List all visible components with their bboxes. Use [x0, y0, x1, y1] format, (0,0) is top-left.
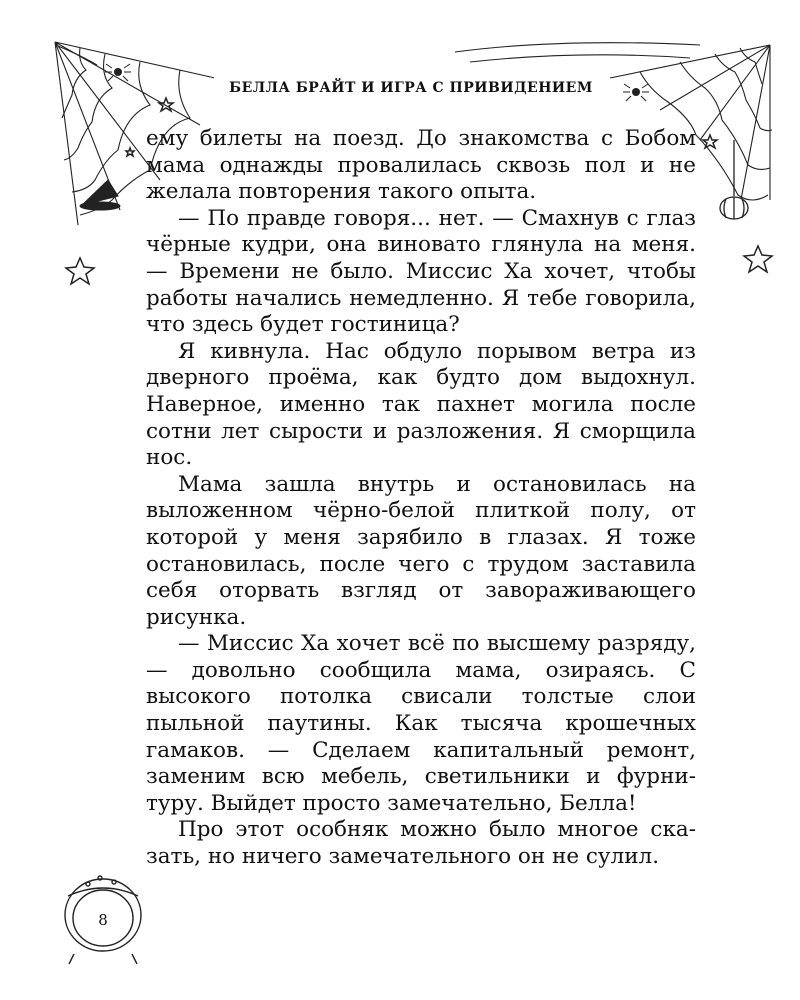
pumpkin-icon [720, 140, 748, 219]
spider-right-icon [623, 84, 649, 101]
body-text [146, 126, 696, 871]
running-head: БЕЛЛА БРАЙТ И ИГРА С ПРИВИДЕНИЕМ [214, 77, 608, 99]
paragraph: — Миссис Ха хочет всё по высшему разряду, — довольно сообщила мама, озираясь. С высокого потолка свисали толстые слои пыльной паутины. Как тысяча крошечных гамаков. — Сделаем капитальный ремонт, заменим всю мебель, светильники и фурнитуру. Выйдет просто замечательно, Белла! [146, 631, 696, 816]
paragraph: — По правде говоря... нет. — Смахнув с глаз чёрные кудри, она виновато глянула на меня. — Времени не было. Миссис Ха хочет, чтобы работы начались немедленно. Я тебе говорила, что здесь будет гостиница? [146, 205, 696, 338]
witch-hat-icon [80, 180, 120, 210]
paragraph: Мама зашла внутрь и остановилась на выложенном чёрно-белой плиткой полу, от которой у меня зарябило в глазах. Я тоже остановилась, после чего с трудом заставила себя оторвать взгляд от завораживающего рисунка. [146, 471, 696, 630]
paragraph: Про этот особняк можно было многое сказать, но ничего замечательного он не сулил. [146, 817, 696, 870]
paragraph: Я кивнула. Нас обдуло порывом ветра из дверного проёма, как будто дом выдохнул. Наверное, именно так пахнет могила после сотни лет сырости и разложения. Я сморщила нос. [146, 338, 696, 471]
paragraph: ему билеты на поезд. До знакомства с Бобом мама однажды провалилась сквозь пол и не желала повторения такого опыта. [146, 126, 696, 205]
page-number: 8 [98, 911, 108, 929]
